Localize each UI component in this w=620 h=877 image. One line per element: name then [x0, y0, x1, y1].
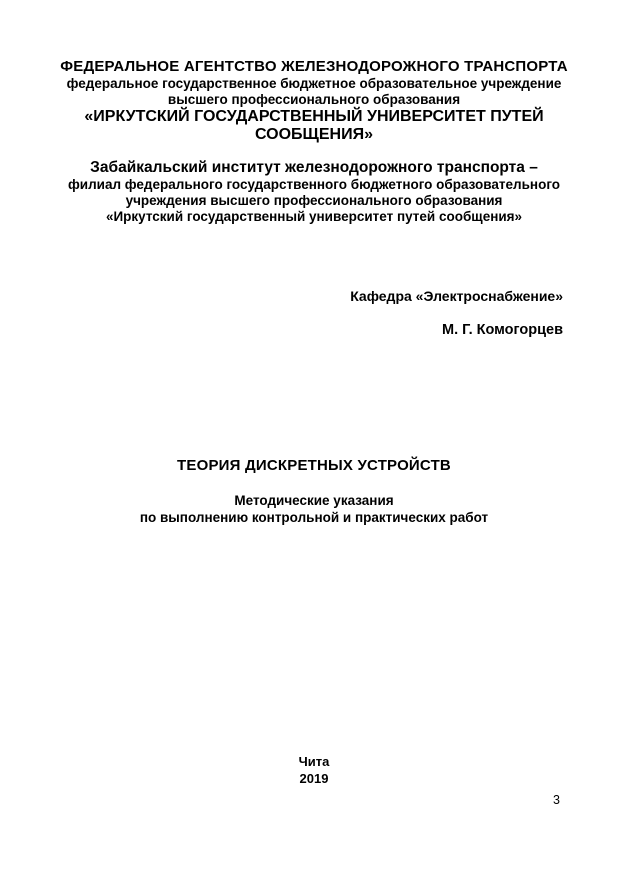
subtitle-line-1: Методические указания [234, 493, 394, 508]
footer-block [60, 753, 568, 787]
subtitle-line-2: по выполнению контрольной и практических работ [139, 509, 489, 525]
university-name-line-1: «ИРКУТСКИЙ ГОСУДАРСТВЕННЫЙ УНИВЕРСИТЕТ ПУТЕЙ [84, 108, 544, 125]
page-number: 3 [553, 793, 560, 807]
agency-name: ФЕДЕРАЛЬНОЕ АГЕНТСТВО ЖЕЛЕЗНОДОРОЖНОГО ТРАНСПОРТА [60, 58, 568, 75]
institution-line-1: федеральное государственное бюджетное образовательное учреждение [66, 76, 562, 91]
document-title: ТЕОРИЯ ДИСКРЕТНЫХ УСТРОЙСТВ [177, 457, 451, 474]
year-label: 2019 [299, 771, 329, 786]
subtitle-block [60, 493, 568, 526]
header-block [60, 57, 568, 144]
city-label: Чита [298, 754, 330, 769]
university-name-line-2: СООБЩЕНИЯ» [255, 126, 373, 143]
department-name: Кафедра «Электроснабжение» [350, 288, 563, 304]
branch-block [60, 158, 568, 225]
branch-line-3: учреждения высшего профессионального образования [125, 193, 503, 208]
author-name: М. Г. Комогорцев [442, 322, 563, 338]
branch-line-2: филиал федерального государственного бюджетного образовательного [67, 177, 561, 192]
branch-name: Забайкальский институт железнодорожного транспорта – [90, 159, 538, 176]
institution-line-2: высшего профессионального образования [167, 92, 461, 107]
branch-line-4: «Иркутский государственный университет путей сообщения» [105, 209, 523, 224]
